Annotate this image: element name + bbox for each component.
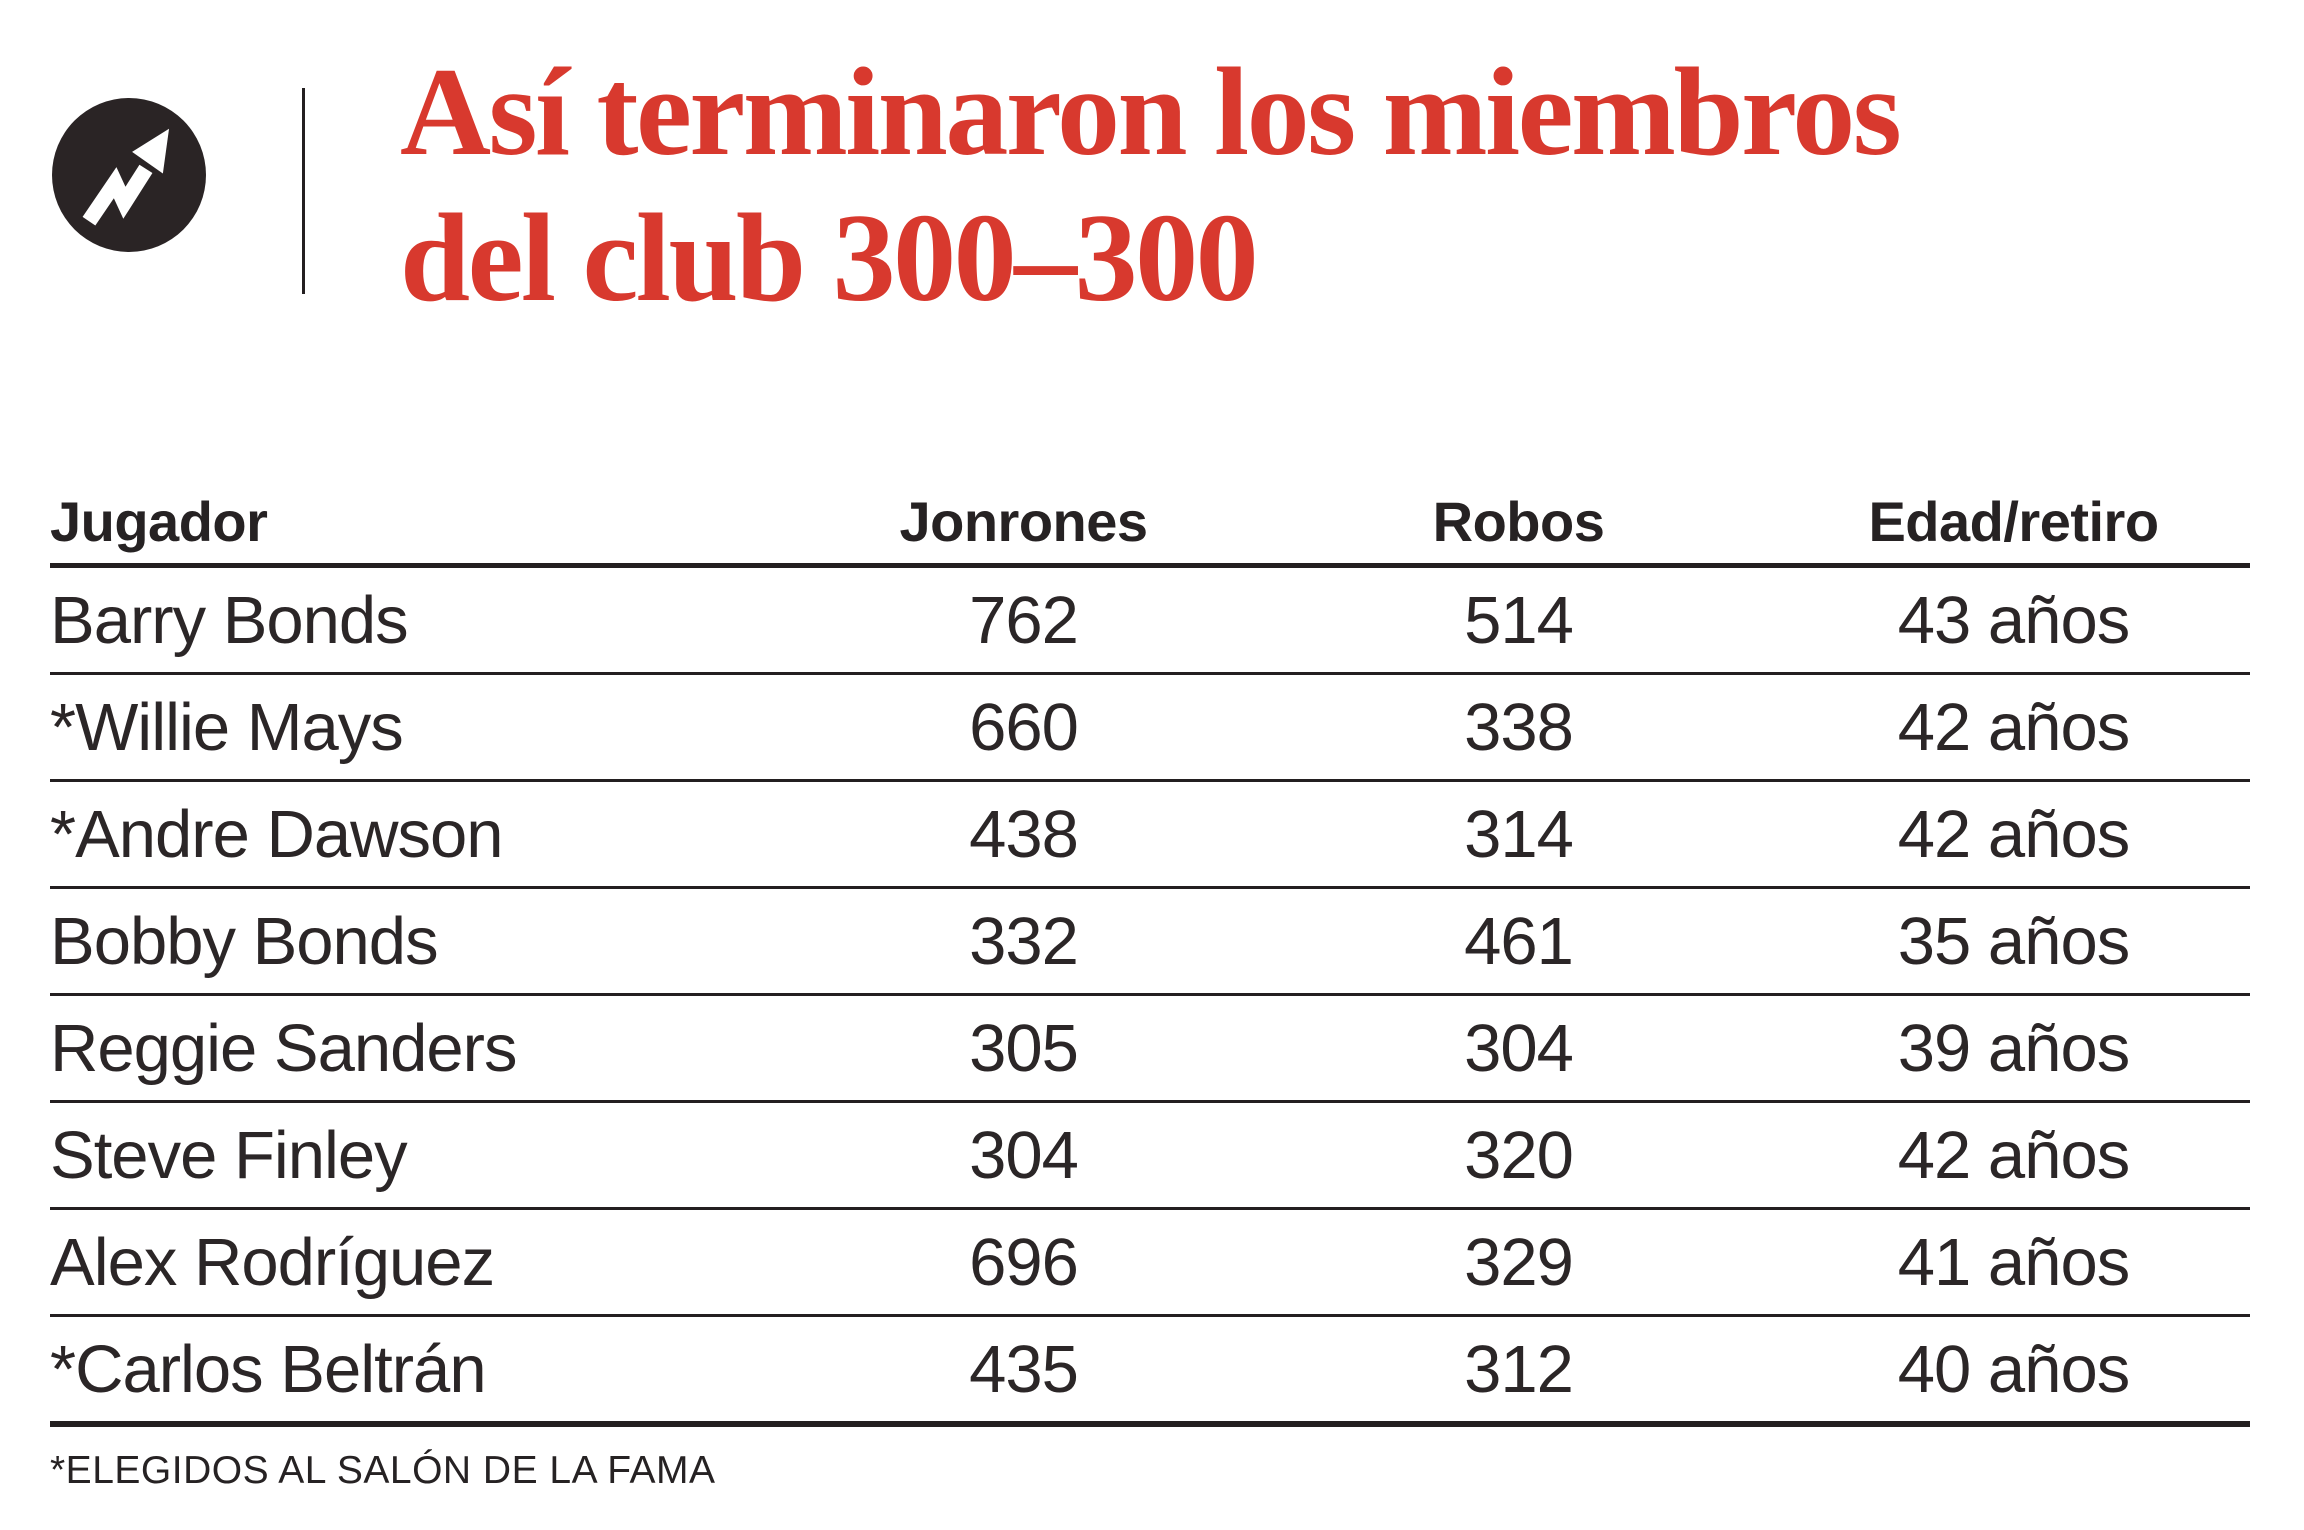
player-name: Bobby Bonds	[50, 903, 438, 979]
age-value: 40 años	[1897, 1331, 2130, 1407]
table-rows	[50, 568, 2250, 1427]
brand-logo	[52, 98, 206, 252]
player-name: *Willie Mays	[50, 689, 403, 765]
steals-value: 338	[1464, 689, 1573, 765]
homeruns-value: 304	[969, 1117, 1078, 1193]
steals-value: 312	[1464, 1331, 1573, 1407]
column-header-player: Jugador	[50, 490, 268, 553]
table-row	[50, 675, 2250, 782]
age-value: 42 años	[1897, 1117, 2130, 1193]
age-value: 42 años	[1897, 689, 2130, 765]
table-row	[50, 1317, 2250, 1427]
steals-value: 304	[1464, 1010, 1573, 1086]
steals-value: 320	[1464, 1117, 1573, 1193]
age-value: 43 años	[1897, 582, 2130, 658]
homeruns-value: 305	[969, 1010, 1078, 1086]
table-header-row	[50, 480, 2250, 568]
age-value: 39 años	[1897, 1010, 2130, 1086]
player-name: Barry Bonds	[50, 582, 408, 658]
masthead	[0, 0, 2304, 360]
homeruns-value: 435	[969, 1331, 1078, 1407]
column-header-steals: Robos	[1432, 490, 1605, 553]
player-name: Steve Finley	[50, 1117, 407, 1193]
table-row	[50, 889, 2250, 996]
table-row	[50, 996, 2250, 1103]
player-name: Alex Rodríguez	[50, 1224, 495, 1300]
player-name: *Carlos Beltrán	[50, 1331, 486, 1407]
table-row	[50, 568, 2250, 675]
homeruns-value: 696	[969, 1224, 1078, 1300]
masthead-divider	[302, 88, 305, 294]
steals-value: 314	[1464, 796, 1573, 872]
page-title	[400, 40, 1899, 332]
age-value: 42 años	[1897, 796, 2130, 872]
table-row	[50, 1210, 2250, 1317]
title-line-2: del club 300–300	[400, 189, 1257, 329]
player-name: Reggie Sanders	[50, 1010, 517, 1086]
homeruns-value: 762	[969, 582, 1078, 658]
homeruns-value: 438	[969, 796, 1078, 872]
table-row	[50, 782, 2250, 889]
footnote: *ELEGIDOS AL SALÓN DE LA FAMA	[50, 1449, 716, 1492]
trending-up-arrow-icon	[52, 98, 206, 252]
steals-value: 461	[1464, 903, 1573, 979]
column-header-homeruns: Jonrones	[899, 490, 1148, 553]
homeruns-value: 660	[969, 689, 1078, 765]
table-row	[50, 1103, 2250, 1210]
age-value: 41 años	[1897, 1224, 2130, 1300]
title-line-1: Así terminaron los miembros	[400, 43, 1900, 182]
column-header-age: Edad/retiro	[1868, 490, 2159, 553]
players-table	[50, 480, 2250, 1493]
homeruns-value: 332	[969, 903, 1078, 979]
age-value: 35 años	[1897, 903, 2130, 979]
player-name: *Andre Dawson	[50, 796, 503, 872]
steals-value: 329	[1464, 1224, 1573, 1300]
steals-value: 514	[1464, 582, 1573, 658]
